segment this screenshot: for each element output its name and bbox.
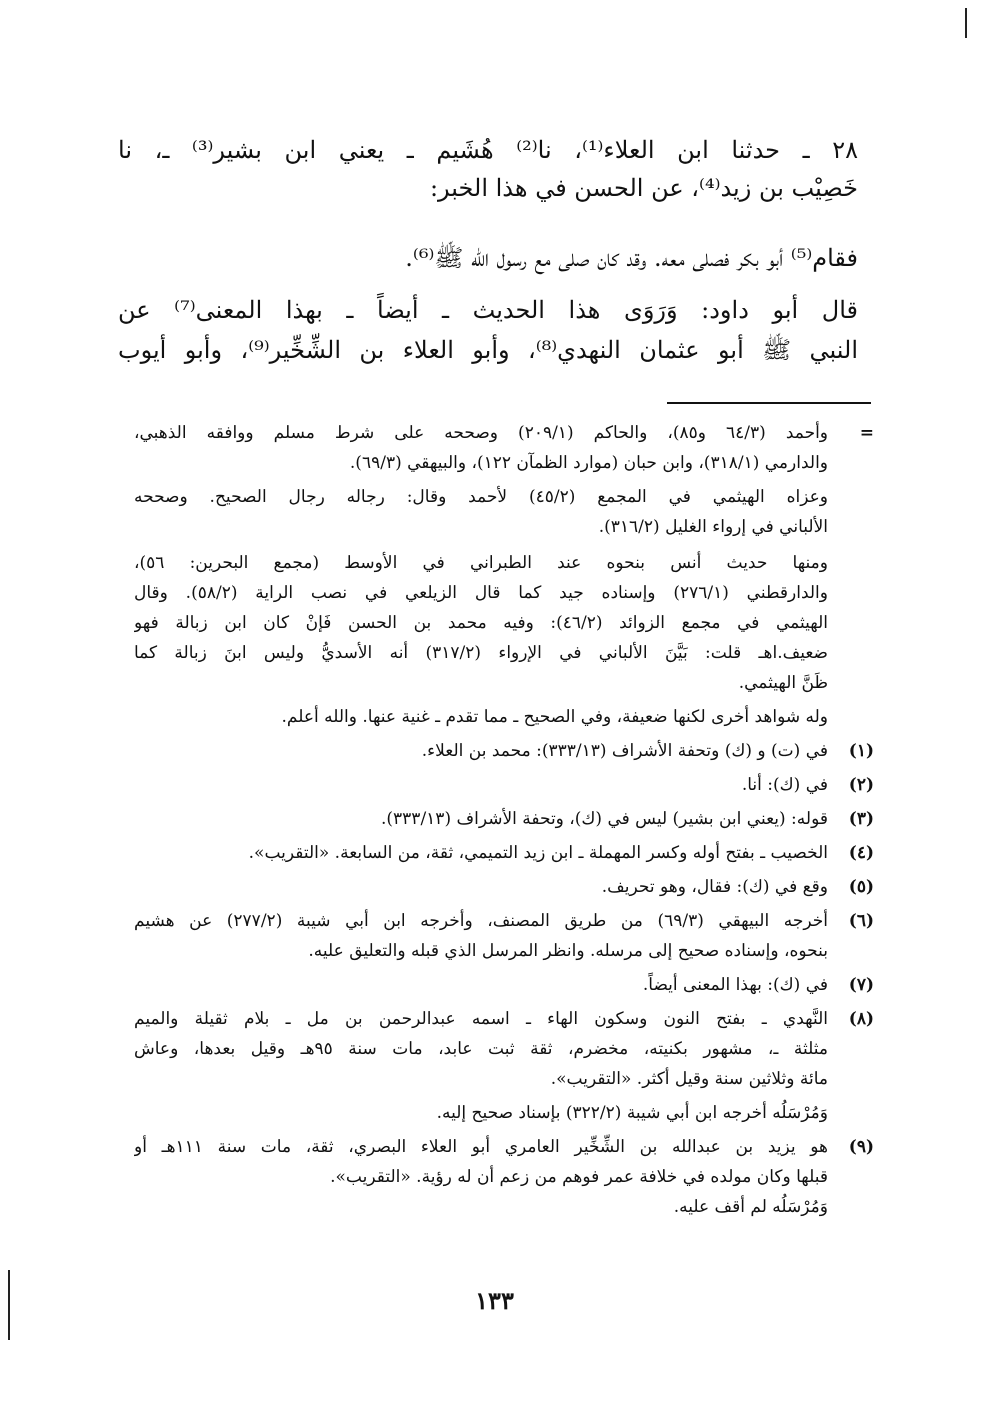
footnote-line: بنحوه، وإسناده صحيح إلى مرسله. وانظر المرسل الذي قبله والتعليق عليه. (308, 941, 828, 961)
footnote-line: في (ك): أنا. (741, 775, 828, 795)
footnote-line: وأحمد (٦٤/٣ و٨٥)، والحاكم (٢٠٩/١) وصححه على شرط مسلم ووافقه الذهبي، (134, 423, 828, 443)
footnote-line: الهيثمي في مجمع الزوائد (٤٦/٢): وفيه محمد بن الحسن فَإنْ كان ابن زبالة فهو (134, 613, 828, 633)
footnote-line: في (ت) و (ك) وتحفة الأشراف (٣٣٣/١٣): محمد بن العلاء. (421, 741, 828, 761)
footnote-number: (٢) (848, 775, 874, 795)
footnote-number: (٧) (848, 975, 874, 995)
footnote-line: ضعيف.اهـ قلت: بَيَّنَ الألباني في الإرواء (٣١٧/٢) أنه الأسديُّ وليس ابنَ زبالة كما (134, 643, 828, 663)
footnote-number: (٣) (848, 809, 874, 829)
footnote-line: هو يزيد بن عبدالله بن الشِّخِّير العامري أبو العلاء البصري، ثقة، مات سنة ١١١هـ أو (134, 1137, 828, 1157)
footnote-separator (667, 402, 871, 404)
footnote-number: (٨) (848, 1009, 874, 1029)
scan-edge-mark (965, 8, 967, 38)
footnote-line: وَمُرْسَلُه أخرجه ابن أبي شيبة (٣٢٢/٢) بإسناد صحيح إليه. (436, 1103, 828, 1123)
page-number: ١٣٣ (475, 1286, 514, 1315)
footnote-number: (٦) (848, 911, 874, 931)
main-text-line: قال أبو داود: وَرَوَى هذا الحديث ـ أيضاً ـ بهذا المعنى⁽⁷⁾ عن (118, 296, 858, 324)
footnote-line: وله شواهد أخرى لكنها ضعيفة، وفي الصحيح ـ مما تقدم ـ غنية عنها. والله أعلم. (281, 707, 828, 727)
footnote-line: قبلها وكان مولده في خلافة عمر فوهم من زعم أن له رؤية. «التقريب». (330, 1167, 828, 1187)
footnote-line: والدارقطني (٢٧٦/١) وإسناده جيد كما قال الزيلعي في نصب الراية (٥٨/٢). وقال (134, 583, 828, 603)
footnote-line: الألباني في إرواء الغليل (٣١٦/٢). (598, 517, 828, 537)
main-text-line: ٢٨ ـ حدثنا ابن العلاء⁽¹⁾، نا⁽²⁾ هُشَيم ـ يعني ابن بشير⁽³⁾ ـ، نا (118, 136, 858, 164)
footnote-line: مائة وثلاثين سنة وقيل أكثر. «التقريب». (550, 1069, 828, 1089)
main-text-line: فقام⁽⁵⁾ أبو بكر فصلى معه. وقد كان صلى مع رسول الله ﷺ⁽⁶⁾. (405, 244, 858, 272)
footnote-line: ومنها حديث أنس بنحوه عند الطبراني في الأوسط (مجمع البحرين: ٥٦)، (134, 553, 828, 573)
footnote-line: وَمُرْسَلُه لم أقف عليه. (673, 1197, 828, 1217)
footnote-line: مثلثة ـ، مشهور بكنيته، مخضرم، ثقة ثبت عابد، مات سنة ٩٥هـ وقيل بعدها، وعاش (134, 1039, 828, 1059)
footnote-number: (٥) (848, 877, 874, 897)
footnote-line: وقع في (ك): فقال، وهو تحريف. (601, 877, 828, 897)
footnote-line: أخرجه البيهقي (٦٩/٣) من طريق المصنف، وأخرجه ابن أبي شيبة (٢٧٧/٢) عن هشيم (134, 911, 828, 931)
footnote-line: الخصيب ـ بفتح أوله وكسر المهملة ـ ابن زيد التميمي، ثقة، من السابعة. «التقريب». (248, 843, 828, 863)
footnote-number: (١) (848, 741, 874, 761)
footnote-number: (٤) (848, 843, 874, 863)
footnote-line: والدارمي (٣١٨/١)، وابن حبان (موارد الظمآن ١٢٢)، والبيهقي (٦٩/٣). (349, 453, 828, 473)
footnote-line: قوله: (يعني ابن بشير) ليس في (ك)، وتحفة الأشراف (٣٣٣/١٣). (381, 809, 828, 829)
continuation-mark: = (859, 423, 874, 443)
footnote-line: في (ك): بهذا المعنى أيضاً. (642, 975, 828, 995)
footnote-line: النَّهدي ـ بفتح النون وسكون الهاء ـ اسمه عبدالرحمن بن مل ـ بلام ثقيلة والميم (134, 1009, 828, 1029)
footnote-line: ظَنَّ الهيثمي. (738, 673, 828, 693)
footnote-line: وعزاه الهيثمي في المجمع (٤٥/٢) لأحمد وقال: رجاله رجال الصحيح. وصححه (134, 487, 828, 507)
main-text-line: النبي ﷺ أبو عثمان النهدي⁽⁸⁾، وأبو العلاء بن الشِّخِّير⁽⁹⁾، وأبو أيوب (118, 336, 858, 364)
main-text-line: خَصِيْب بن زيد⁽⁴⁾، عن الحسن في هذا الخبر: (429, 174, 858, 202)
footnote-number: (٩) (848, 1137, 874, 1157)
